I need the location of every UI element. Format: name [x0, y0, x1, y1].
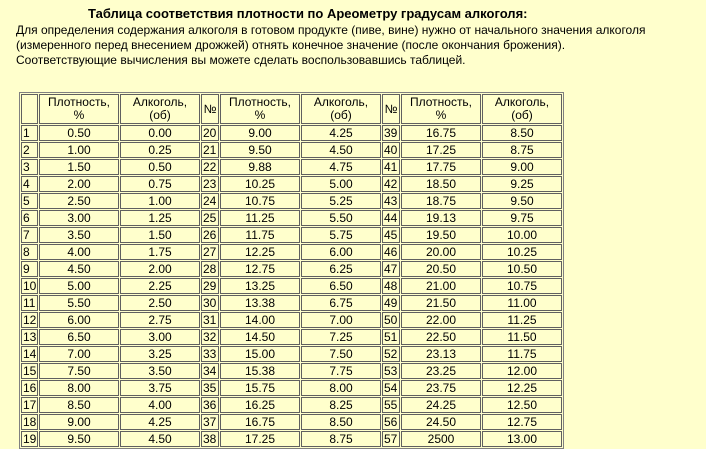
alcohol-cell: 12.00 [482, 363, 562, 379]
alcohol-cell: 2.00 [120, 261, 200, 277]
alcohol-cell: 2.75 [120, 312, 200, 328]
intro-line: (измеренного перед внесением дрожжей) отнять конечное значение (после окончания брожения). [16, 38, 566, 52]
density-cell: 14.00 [220, 312, 300, 328]
density-cell: 14.50 [220, 329, 300, 345]
alcohol-cell: 9.00 [482, 159, 562, 175]
num-cell: 8 [21, 244, 38, 260]
num-cell: 54 [382, 380, 400, 396]
alcohol-cell: 5.00 [301, 176, 381, 192]
density-cell: 8.00 [39, 380, 119, 396]
density-cell: 20.00 [401, 244, 481, 260]
num-cell: 30 [201, 295, 219, 311]
density-cell: 6.50 [39, 329, 119, 345]
num-cell: 47 [382, 261, 400, 277]
header-num: № [382, 94, 400, 124]
alcohol-cell: 4.75 [301, 159, 381, 175]
density-cell: 24.50 [401, 414, 481, 430]
page-title: Таблица соответствия плотности по Ареометру градусам алкоголя: [88, 6, 528, 21]
num-cell: 20 [201, 125, 219, 141]
num-cell: 11 [21, 295, 38, 311]
alcohol-cell: 1.00 [120, 193, 200, 209]
density-cell: 20.50 [401, 261, 481, 277]
density-cell: 0.50 [39, 125, 119, 141]
alcohol-cell: 8.75 [301, 431, 381, 447]
table-row [21, 312, 562, 328]
table-row [21, 210, 562, 226]
num-cell: 38 [201, 431, 219, 447]
num-cell: 4 [21, 176, 38, 192]
density-cell: 5.50 [39, 295, 119, 311]
num-cell: 9 [21, 261, 38, 277]
alcohol-cell: 11.25 [482, 312, 562, 328]
density-cell: 15.00 [220, 346, 300, 362]
header-density [220, 94, 300, 124]
alcohol-cell: 7.75 [301, 363, 381, 379]
density-cell: 16.75 [220, 414, 300, 430]
num-cell: 28 [201, 261, 219, 277]
num-cell: 26 [201, 227, 219, 243]
density-cell: 17.25 [220, 431, 300, 447]
num-cell: 52 [382, 346, 400, 362]
header-alcohol-label: Алкоголь, (об) [494, 95, 550, 122]
header-density [39, 94, 119, 124]
alcohol-cell: 10.50 [482, 261, 562, 277]
num-cell: 10 [23, 279, 37, 293]
num-cell: 14 [23, 347, 37, 361]
density-cell: 7.50 [39, 363, 119, 379]
density-cell: 13.25 [220, 278, 300, 294]
alcohol-cell: 13.00 [482, 431, 562, 447]
num-cell: 29 [201, 278, 219, 294]
density-cell: 19.13 [401, 210, 481, 226]
table-row [21, 159, 562, 175]
table-row [21, 261, 562, 277]
density-cell: 8.50 [39, 397, 119, 413]
num-cell: 31 [201, 312, 219, 328]
alcohol-cell: 1.75 [120, 244, 200, 260]
num-cell: 36 [201, 397, 219, 413]
header-density [401, 94, 481, 124]
table-row [21, 295, 562, 311]
table-header-row [21, 94, 562, 124]
header-alcohol [120, 94, 200, 124]
density-cell: 10.75 [220, 193, 300, 209]
density-cell: 16.25 [220, 397, 300, 413]
alcohol-cell: 4.50 [301, 142, 381, 158]
density-cell: 23.75 [401, 380, 481, 396]
alcohol-cell: 3.25 [120, 346, 200, 362]
alcohol-cell: 3.75 [120, 380, 200, 396]
num-cell: 21 [201, 142, 219, 158]
num-cell: 33 [201, 346, 219, 362]
density-cell: 21.50 [401, 295, 481, 311]
alcohol-cell: 2.25 [120, 278, 200, 294]
density-cell: 12.75 [220, 261, 300, 277]
density-cell: 18.50 [401, 176, 481, 192]
table-row [21, 397, 562, 413]
num-cell: 3 [21, 159, 38, 175]
num-cell: 51 [382, 329, 400, 345]
alcohol-cell: 8.50 [301, 414, 381, 430]
alcohol-cell: 12.25 [482, 380, 562, 396]
num-cell: 22 [201, 159, 219, 175]
num-cell: 15 [23, 364, 37, 378]
alcohol-cell: 0.25 [120, 142, 200, 158]
alcohol-cell: 4.25 [120, 414, 200, 430]
alcohol-cell: 7.25 [301, 329, 381, 345]
header-density-label: Плотность, % [47, 95, 111, 122]
num-cell: 1 [21, 125, 38, 141]
table-row [21, 193, 562, 209]
num-cell: 46 [382, 244, 400, 260]
num-cell: 27 [201, 244, 219, 260]
table-row [21, 244, 562, 260]
density-cell: 2.50 [39, 193, 119, 209]
alcohol-cell: 8.50 [482, 125, 562, 141]
num-cell: 42 [382, 176, 400, 192]
num-cell: 55 [382, 397, 400, 413]
density-cell: 5.00 [39, 278, 119, 294]
density-cell: 23.25 [401, 363, 481, 379]
num-cell: 40 [382, 142, 400, 158]
density-cell: 9.88 [220, 159, 300, 175]
header-density-label: Плотность, % [409, 95, 473, 122]
num-cell: 49 [382, 295, 400, 311]
header-alcohol-label: Алкоголь, (об) [132, 95, 188, 122]
num-cell: 39 [382, 125, 400, 141]
density-cell: 9.00 [39, 414, 119, 430]
alcohol-cell: 0.00 [120, 125, 200, 141]
table-row [21, 346, 562, 362]
num-cell: 37 [201, 414, 219, 430]
alcohol-cell: 6.00 [301, 244, 381, 260]
num-cell: 57 [382, 431, 400, 447]
density-cell: 22.00 [401, 312, 481, 328]
alcohol-cell: 6.50 [301, 278, 381, 294]
num-cell: 18 [23, 415, 37, 429]
density-cell: 11.25 [220, 210, 300, 226]
density-cell: 23.13 [401, 346, 481, 362]
num-cell: 45 [382, 227, 400, 243]
alcohol-cell: 11.75 [482, 346, 562, 362]
alcohol-cell: 5.75 [301, 227, 381, 243]
num-cell: 48 [382, 278, 400, 294]
alcohol-cell: 10.00 [482, 227, 562, 243]
header-num: № [201, 94, 219, 124]
density-cell: 7.00 [39, 346, 119, 362]
table-row [21, 125, 562, 141]
num-cell: 50 [382, 312, 400, 328]
alcohol-cell: 4.00 [120, 397, 200, 413]
density-cell: 2.00 [39, 176, 119, 192]
num-cell: 44 [382, 210, 400, 226]
alcohol-cell: 12.75 [482, 414, 562, 430]
num-cell: 24 [201, 193, 219, 209]
alcohol-cell: 10.25 [482, 244, 562, 260]
alcohol-cell: 0.75 [120, 176, 200, 192]
num-cell: 32 [201, 329, 219, 345]
density-cell: 9.50 [220, 142, 300, 158]
alcohol-cell: 9.75 [482, 210, 562, 226]
table-row [21, 329, 562, 345]
alcohol-cell: 1.50 [120, 227, 200, 243]
density-cell: 3.50 [39, 227, 119, 243]
num-cell: 17 [23, 398, 37, 412]
alcohol-cell: 11.00 [482, 295, 562, 311]
density-cell: 24.25 [401, 397, 481, 413]
density-cell: 6.00 [39, 312, 119, 328]
density-cell: 21.00 [401, 278, 481, 294]
num-cell: 16 [23, 381, 37, 395]
alcohol-cell: 4.50 [120, 431, 200, 447]
density-cell: 9.50 [39, 431, 119, 447]
density-cell: 2500 [401, 431, 481, 447]
header-density-label: Плотность, % [228, 95, 292, 122]
alcohol-cell: 8.75 [482, 142, 562, 158]
num-cell: 5 [21, 193, 38, 209]
density-cell: 16.75 [401, 125, 481, 141]
table-row [21, 380, 562, 396]
num-cell: 23 [201, 176, 219, 192]
density-cell: 17.25 [401, 142, 481, 158]
num-cell: 12 [23, 313, 37, 327]
density-cell: 11.75 [220, 227, 300, 243]
table-row [21, 227, 562, 243]
header-alcohol [482, 94, 562, 124]
density-cell: 18.75 [401, 193, 481, 209]
alcohol-cell: 6.75 [301, 295, 381, 311]
alcohol-cell: 12.50 [482, 397, 562, 413]
table-row [21, 363, 562, 379]
num-cell: 34 [201, 363, 219, 379]
alcohol-cell: 9.25 [482, 176, 562, 192]
density-cell: 15.75 [220, 380, 300, 396]
num-cell: 7 [21, 227, 38, 243]
alcohol-cell: 4.25 [301, 125, 381, 141]
header-num-1 [21, 94, 38, 124]
alcohol-cell: 2.50 [120, 295, 200, 311]
table-row [21, 414, 562, 430]
alcohol-cell: 6.25 [301, 261, 381, 277]
density-cell: 15.38 [220, 363, 300, 379]
density-cell: 9.00 [220, 125, 300, 141]
num-cell: 25 [201, 210, 219, 226]
alcohol-cell: 11.50 [482, 329, 562, 345]
density-cell: 4.50 [39, 261, 119, 277]
density-cell: 22.50 [401, 329, 481, 345]
table-row [21, 278, 562, 294]
density-cell: 19.50 [401, 227, 481, 243]
intro-line: Для определения содержания алкоголя в готовом продукте (пиве, вине) нужно от начального значения алкоголя [16, 23, 646, 37]
density-cell: 3.00 [39, 210, 119, 226]
alcohol-cell: 8.00 [301, 380, 381, 396]
num-cell: 19 [23, 432, 37, 446]
table-row [21, 431, 562, 447]
header-alcohol-label: Алкоголь, (об) [313, 95, 369, 122]
alcohol-cell: 8.25 [301, 397, 381, 413]
num-cell: 35 [201, 380, 219, 396]
density-cell: 10.25 [220, 176, 300, 192]
alcohol-cell: 5.50 [301, 210, 381, 226]
alcohol-cell: 7.00 [301, 312, 381, 328]
num-cell: 2 [21, 142, 38, 158]
density-alcohol-table [19, 92, 564, 449]
table-body [21, 125, 562, 447]
num-cell: 6 [21, 210, 38, 226]
header-alcohol [301, 94, 381, 124]
intro-text [16, 23, 706, 68]
num-cell: 41 [382, 159, 400, 175]
density-cell: 1.00 [39, 142, 119, 158]
num-cell: 56 [382, 414, 400, 430]
alcohol-cell: 1.25 [120, 210, 200, 226]
intro-line: Соответствующие вычисления вы можете сделать воспользовавшись таблицей. [16, 53, 466, 67]
num-cell: 13 [23, 330, 37, 344]
alcohol-cell: 9.50 [482, 193, 562, 209]
density-cell: 4.00 [39, 244, 119, 260]
alcohol-cell: 3.00 [120, 329, 200, 345]
alcohol-cell: 3.50 [120, 363, 200, 379]
density-cell: 12.25 [220, 244, 300, 260]
density-cell: 1.50 [39, 159, 119, 175]
alcohol-cell: 5.25 [301, 193, 381, 209]
density-cell: 13.38 [220, 295, 300, 311]
num-cell: 43 [382, 193, 400, 209]
alcohol-cell: 7.50 [301, 346, 381, 362]
density-cell: 17.75 [401, 159, 481, 175]
num-cell: 53 [382, 363, 400, 379]
alcohol-cell: 0.50 [120, 159, 200, 175]
table-row [21, 176, 562, 192]
table-row [21, 142, 562, 158]
alcohol-cell: 10.75 [482, 278, 562, 294]
